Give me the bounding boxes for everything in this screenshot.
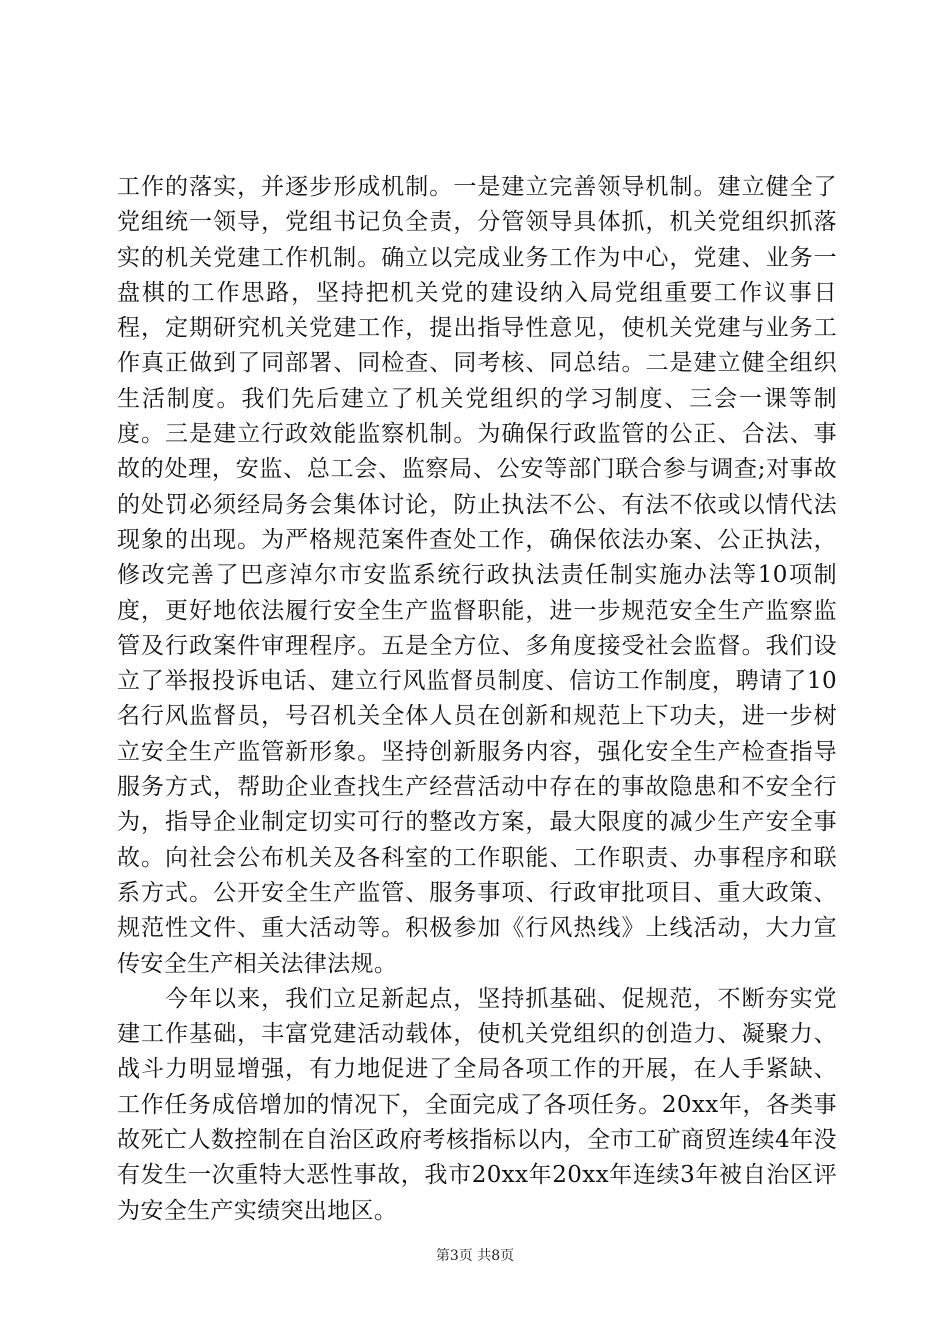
document-body [117, 170, 837, 1229]
paragraph-2: 今年以来，我们立足新起点，坚持抓基础、促规范，不断夯实党建工作基础，丰富党建活动载体，使机关党组织的创造力、凝聚力、战斗力明显增强，有力地促进了全局各项工作的开展，在人手紧缺、工作任务成倍增加的情况下，全面完成了各项任务。20xx年，各类事故死亡人数控制在自治区政府考核指标以内，全市工矿商贸连续4年没有发生一次重特大恶性事故，我市20xx年20xx年连续3年被自治区评为安全生产实绩突出地区。 [117, 985, 837, 1224]
paragraph-1: 工作的落实，并逐步形成机制。一是建立完善领导机制。建立健全了党组统一领导，党组书记负全责，分管领导具体抓，机关党组织抓落实的机关党建工作机制。确立以完成业务工作为中心，党建、业务一盘棋的工作思路，坚持把机关党的建设纳入局党组重要工作议事日程，定期研究机关党建工作，提出指导性意见，使机关党建与业务工作真正做到了同部署、同检查、同考核、同总结。二是建立健全组织生活制度。我们先后建立了机关党组织的学习制度、三会一课等制度。三是建立行政效能监察机制。为确保行政监管的公正、合法、事故的处理，安监、总工会、监察局、公安等部门联合参与调查;对事故的处罚必须经局务会集体讨论，防止执法不公、有法不依或以情代法现象的出现。为严格规范案件查处工作，确保依法办案、公正执法，修改完善了巴彦淖尔市安监系统行政执法责任制实施办法等10项制度，更好地依法履行安全生产监督职能，进一步规范安全生产监察监管及行政案件审理程序。五是全方位、多角度接受社会监督。我们设立了举报投诉电话、建立行风监督员制度、信访工作制度，聘请了10名行风监督员，号召机关全体人员在创新和规范上下功夫，进一步树立安全生产监管新形象。坚持创新服务内容，强化安全生产检查指导服务方式，帮助企业查找生产经营活动中存在的事故隐患和不安全行为，指导企业制定切实可行的整改方案，最大限度的减少生产安全事故。向社会公布机关及各科室的工作职能、工作职责、办事程序和联系方式。公开安全生产监管、服务事项、行政审批项目、重大政策、规范性文件、重大活动等。积极参加《行风热线》上线活动，大力宣传安全生产相关法律法规。 [117, 174, 837, 977]
page-number-footer: 第3页 共8页 [435, 1248, 515, 1264]
